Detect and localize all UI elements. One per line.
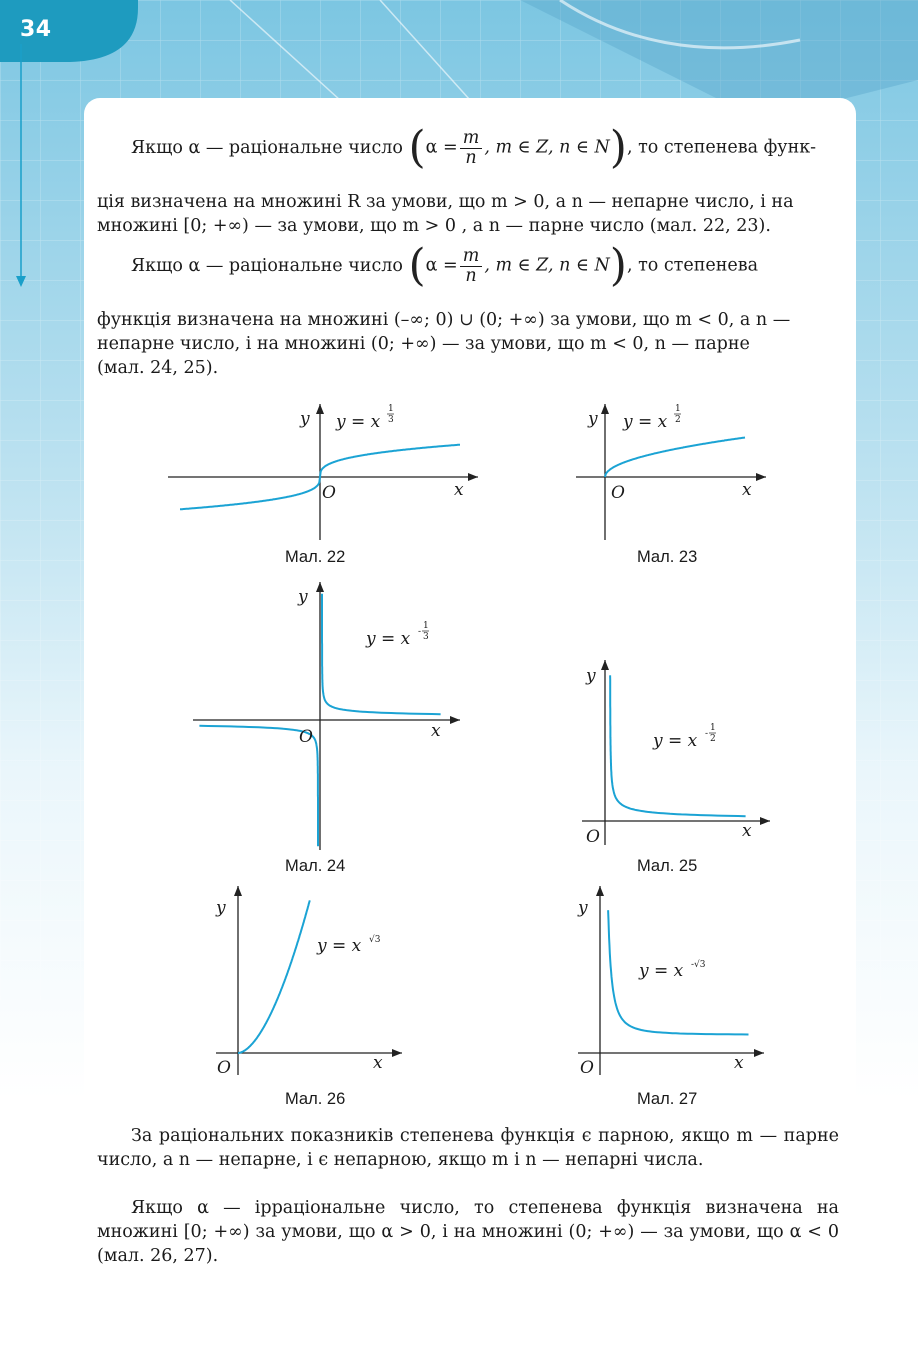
x-axis-label: x [431,721,441,741]
y-axis-arrow [316,582,324,592]
exponent-numerator: 1 [388,404,394,414]
y-axis-label: y [578,898,588,918]
origin-label: O [322,483,336,503]
figure-27 [577,886,764,1078]
formula-label: y = x [623,412,668,432]
x-axis-label: x [373,1053,383,1073]
caption-fig22: Мал. 22 [285,548,346,566]
exponent-denominator: 2 [710,734,716,744]
exponent-sign: - [705,729,709,739]
exponent: -√3 [691,960,706,970]
exponent-numerator: 1 [710,723,716,733]
y-axis-label: y [300,409,310,429]
figure-23 [576,404,766,540]
y-axis-arrow [601,660,609,670]
function-curve [605,438,745,478]
formula-label: y = x [317,936,362,956]
paragraph-4: Якщо α — ірраціональне число, то степенева функція визначена на множині [0; +∞) за умови, що α > 0, і на множині (0; +∞) — за умови, що α < 0 (мал. 26, 27). [97,1198,839,1266]
x-axis-label: x [454,480,464,500]
origin-label: O [611,483,625,503]
formula-label: y = x [653,731,698,751]
exponent-denominator: 3 [388,415,394,425]
page-number: 34 [20,17,52,42]
function-curve [238,900,310,1053]
formula-label: y = x [336,412,381,432]
formula-label: y = x [639,961,684,981]
figure-25 [582,660,770,847]
exponent-numerator: 1 [423,621,429,631]
paragraph-2-line-1: Якщо α — раціональне число (α = $\frac{m}{n}$ , m ∈ Z, n ∈ N), то степенева [131,240,759,291]
origin-label: O [586,827,600,847]
origin-label: O [299,727,313,747]
figure-24 [193,582,460,850]
caption-fig27: Мал. 27 [637,1090,698,1108]
caption-fig26: Мал. 26 [285,1090,346,1108]
caption-fig25: Мал. 25 [637,857,698,875]
y-axis-label: y [588,409,598,429]
paragraph-3: За раціональних показників степенева функція є парною, якщо m — парне число, а n — непарне, і є непарною, якщо m і n — непарні числа. [97,1126,839,1170]
x-axis-label: x [734,1053,744,1073]
exponent-numerator: 1 [675,404,681,414]
paragraph-2-continuation: функція визначена на множині (–∞; 0) ∪ (0; +∞) за умови, що m < 0, а n — непарне число, і на множині (0; +∞) — за умови, що m < 0, n — парне (мал. 24, 25). [97,310,791,378]
x-axis-arrow [468,473,478,481]
x-axis-arrow [450,716,460,724]
exponent-sign: - [418,627,422,637]
y-axis-arrow [596,886,604,896]
x-axis-label: x [742,480,752,500]
y-axis-label: y [216,898,226,918]
origin-label: O [217,1058,231,1078]
y-axis-arrow [601,404,609,414]
y-axis-arrow [316,404,324,414]
x-axis-arrow [760,817,770,825]
y-axis-label: y [586,666,596,686]
exponent: √3 [369,935,381,945]
figure-26 [215,886,402,1078]
y-axis-arrow [234,886,242,896]
figure-22 [168,404,478,540]
function-curve-positive [322,594,441,715]
exponent-denominator: 2 [675,415,681,425]
x-axis-arrow [756,473,766,481]
origin-label: O [580,1058,594,1078]
formula-label: y = x [366,629,411,649]
exponent-denominator: 3 [423,632,429,642]
x-axis-arrow [754,1049,764,1057]
y-axis-label: y [298,587,308,607]
x-axis-arrow [392,1049,402,1057]
caption-fig23: Мал. 23 [637,548,698,566]
paragraph-1-continuation: ція визначена на множині R за умови, що m > 0, а n — непарне число, і на множині [0; +∞) — за умови, що m > 0 , а n — парне число (мал. 22, 23). [97,192,794,236]
caption-fig24: Мал. 24 [285,857,346,875]
paragraph-1-line-1: Якщо α — раціональне число (α = $\frac{m}{n}$ , m ∈ Z, n ∈ N), то степенева функ- [131,122,817,173]
x-axis-label: x [742,821,752,841]
